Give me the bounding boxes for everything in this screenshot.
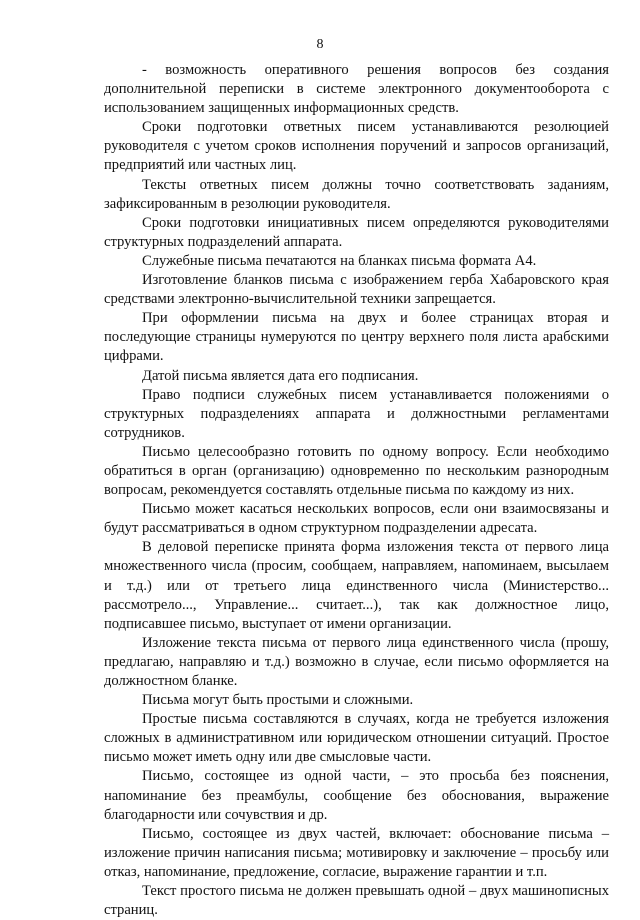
paragraph: Сроки подготовки ответных писем устанавливаются резолюцией руководителя с учетом сроков исполнения поручений и запросов организаций, предприятий или частных лиц. xyxy=(104,119,609,174)
paragraph: Служебные письма печатаются на бланках письма формата А4. xyxy=(142,252,537,269)
paragraph: В деловой переписке принята форма изложения текста от первого лица множественного числа (просим, сообщаем, направляем, напоминаем, высылаем и т.д.) или от третьего лица единственного числа (Министерство... рассмотрело..., Управление... считает...), так как должностное лицо, подписавшее письмо, выступает от имени организации. xyxy=(104,539,609,632)
paragraph: Письмо, состоящее из одной части, – это просьба без пояснения, напоминание без преамбулы, сообщение без обоснования, выражение благодарности или сочувствия и др. xyxy=(104,768,609,823)
paragraph: Письмо целесообразно готовить по одному вопросу. Если необходимо обратиться в орган (организацию) одновременно по нескольким разнородным вопросам, рекомендуется составлять отдельные письма по каждому из них. xyxy=(104,443,609,499)
paragraph: Право подписи служебных писем устанавливается положениями о структурных подразделениях аппарата и должностными регламентами сотрудников. xyxy=(104,386,609,441)
paragraph: Письмо, состоящее из двух частей, включает: обоснование письма – изложение причин написания письма; мотивировку и заключение – просьбу или отказ, напоминание, предложение, согласие, выражение гарантии и т.п. xyxy=(104,825,609,880)
paragraph: Сроки подготовки инициативных писем определяются руководителями структурных подразделений аппарата. xyxy=(104,214,609,250)
document-body xyxy=(104,61,609,920)
paragraph: Текст простого письма не должен превышать одной – двух машинописных страниц. xyxy=(104,883,609,919)
paragraph: Датой письма является дата его подписания. xyxy=(142,367,419,384)
paragraph: Письма могут быть простыми и сложными. xyxy=(142,692,414,709)
paragraph: - возможность оперативного решения вопросов без создания дополнительной переписки в системе электронного документооборота с использованием защищенных информационных средств. xyxy=(104,62,609,117)
paragraph: Изложение текста письма от первого лица единственного числа (прошу, предлагаю, направляю и т.д.) возможно в случае, если письмо оформляется на должностном бланке. xyxy=(104,634,609,689)
page-number: 8 xyxy=(316,37,324,52)
paragraph: Письмо может касаться нескольких вопросов, если они взаимосвязаны и будут рассматриваться в одном структурном подразделении адресата. xyxy=(104,501,609,537)
paragraph: При оформлении письма на двух и более страницах вторая и последующие страницы нумеруются по центру верхнего поля листа арабскими цифрами. xyxy=(104,310,609,365)
paragraph: Тексты ответных писем должны точно соответствовать заданиям, зафиксированным в резолюции руководителя. xyxy=(104,176,609,212)
paragraph: Простые письма составляются в случаях, когда не требуется изложения сложных в административном или юридическом отношении ситуаций. Простое письмо может иметь одну или две смысловые части. xyxy=(104,711,609,766)
paragraph: Изготовление бланков письма с изображением герба Хабаровского края средствами электронно-вычислительной техники запрещается. xyxy=(104,272,609,308)
